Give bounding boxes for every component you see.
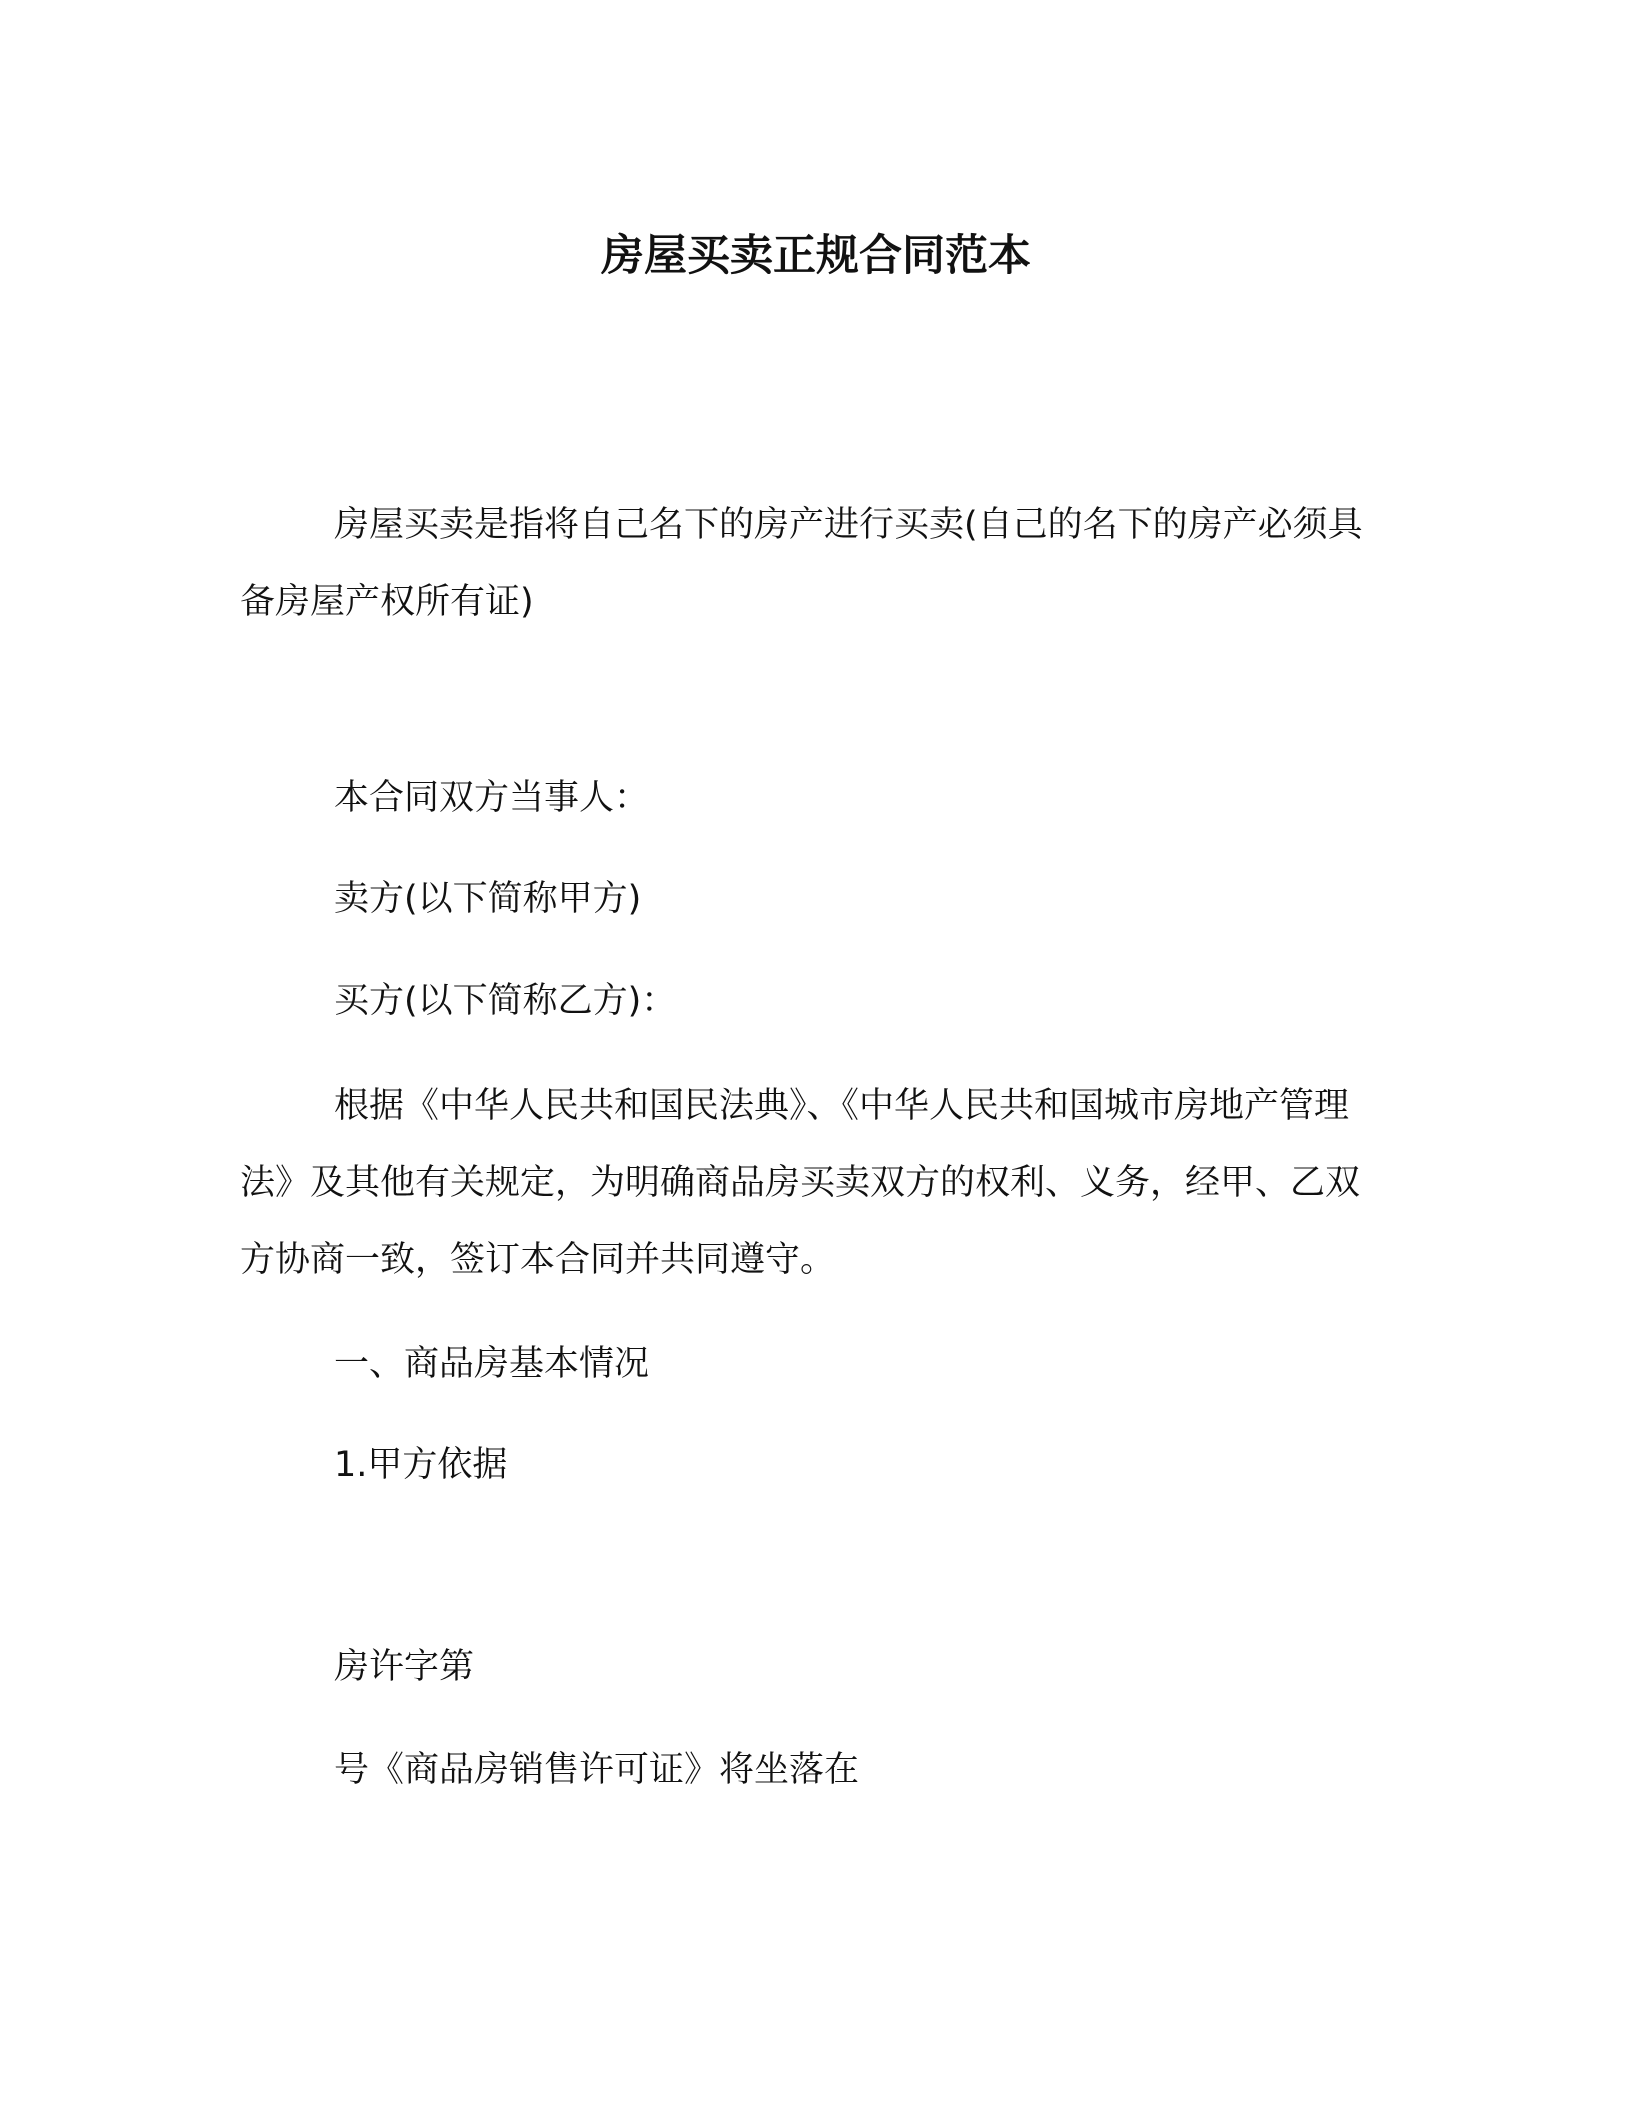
item-one-line: 1.甲方依据 <box>334 1445 508 1485</box>
permit-prefix-line: 房许字第 <box>334 1647 475 1687</box>
section-one-heading: 一、商品房基本情况 <box>334 1344 650 1384</box>
seller-line: 卖方(以下简称甲方) <box>334 879 642 919</box>
document-title: 房屋买卖正规合同范本 <box>601 231 1031 281</box>
permit-text-line: 号《商品房销售许可证》将坐落在 <box>334 1750 860 1790</box>
parties-heading: 本合同双方当事人： <box>334 778 650 818</box>
intro-paragraph: 房屋买卖是指将自己名下的房产进行买卖(自己的名下的房产必须具备房屋产权所有证) <box>240 505 1363 622</box>
legal-basis-paragraph: 根据《中华人民共和国民法典》、《中华人民共和国城市房地产管理法》及其他有关规定，为明确商品房买卖双方的权利、义务，经甲、乙双方协商一致，签订本合同并共同遵守。 <box>240 1086 1361 1280</box>
buyer-line: 买方(以下简称乙方)： <box>334 981 677 1021</box>
